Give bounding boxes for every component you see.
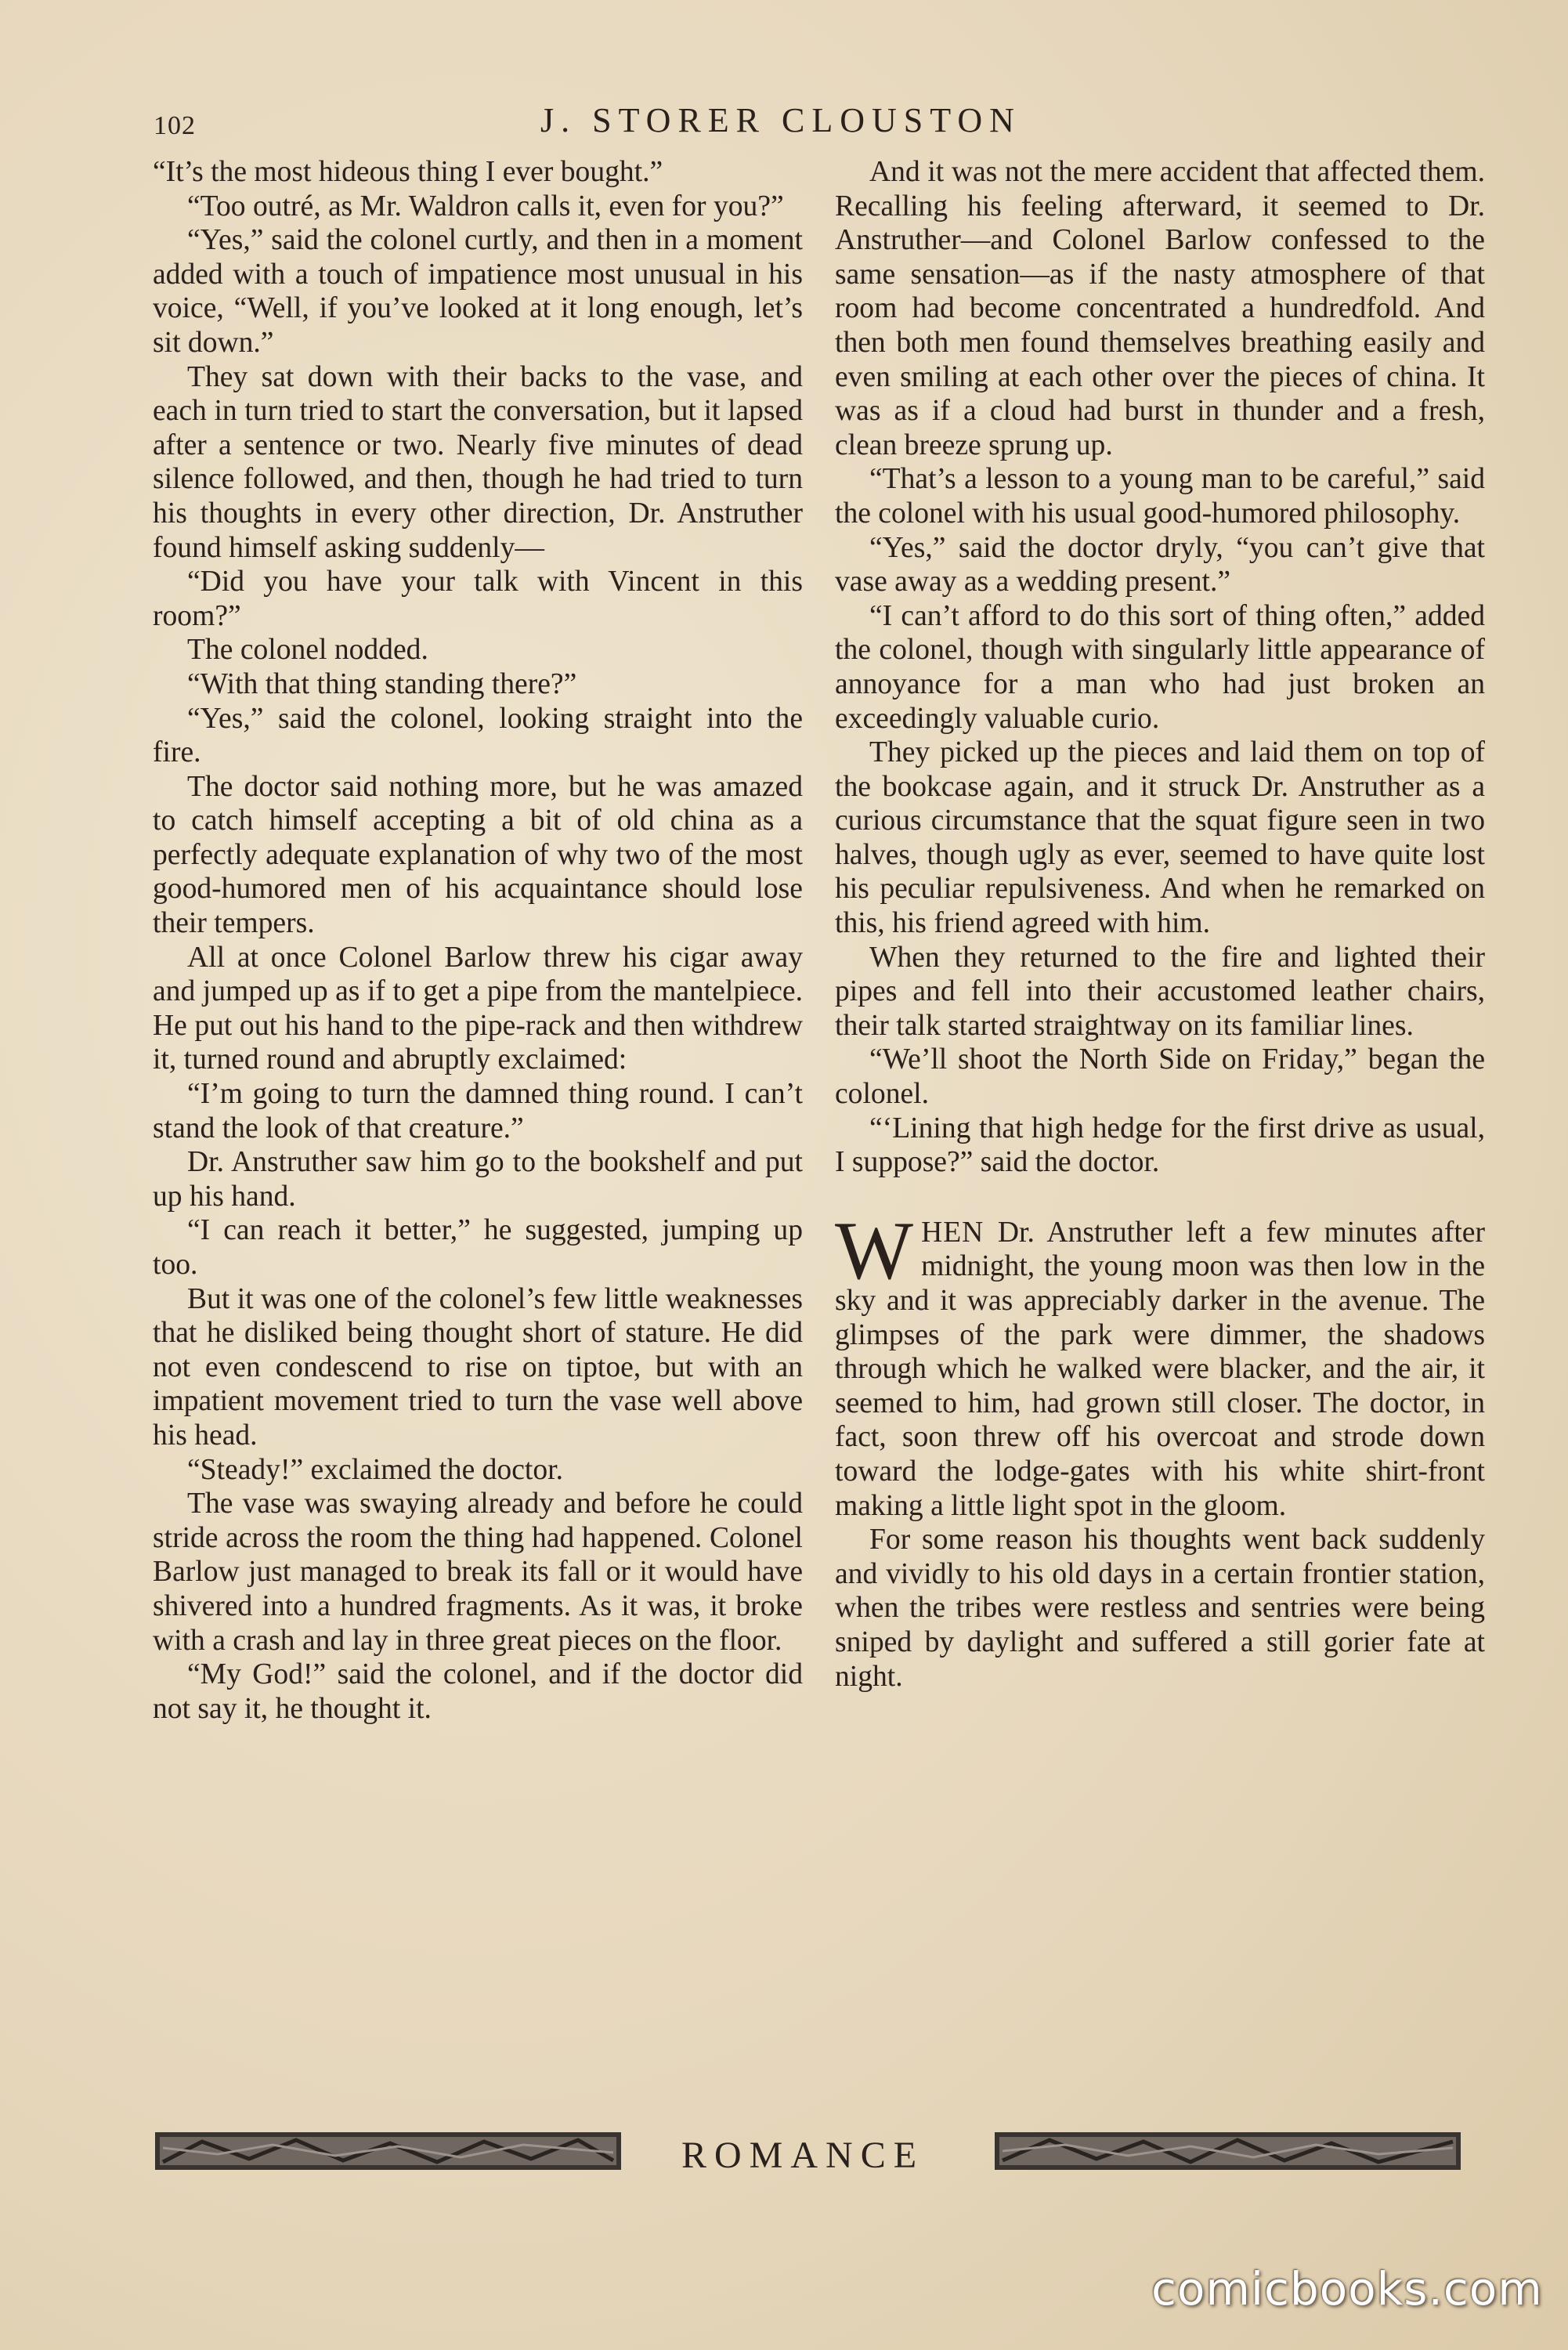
paragraph: “Did you have your talk with Vincent in this room?” bbox=[153, 566, 803, 632]
paragraph: All at once Colonel Barlow threw his cigar away and jumped up as if to get a pipe from the mantelpiece. He put out his hand to the pipe-rack and then withdrew it, turned round and abruptly exclaimed: bbox=[153, 941, 803, 1076]
paragraph: Dr. Anstruther saw him go to the bookshelf and put up his hand. bbox=[153, 1146, 803, 1213]
paragraph: When they returned to the fire and lighted their pipes and fell into their accustomed leather chairs, their talk started straightway on its familiar lines. bbox=[835, 941, 1485, 1042]
left-column bbox=[153, 155, 803, 1726]
paragraph: “‘Lining that high hedge for the first drive as usual, I suppose?” said the doctor. bbox=[835, 1112, 1485, 1179]
footer-ornament-left bbox=[155, 2131, 621, 2171]
paragraph: And it was not the mere accident that affected them. Recalling his feeling afterward, it seemed to Dr. Anstruther—and Colonel Barlow confessed to the same sensation—as if the nasty atmosphere of that room had become concentrated a hundredfold. And then both men found themselves breathing easily and even smiling at each other over the pieces of china. It was as if a cloud had burst in thunder and a fresh, clean breeze sprung up. bbox=[835, 156, 1485, 461]
paragraph: “With that thing standing there?” bbox=[187, 667, 577, 700]
page-footer bbox=[0, 2123, 1568, 2186]
paragraph: “I can reach it better,” he suggested, jumping up too. bbox=[153, 1214, 803, 1281]
page-header bbox=[0, 100, 1568, 147]
paragraph: They sat down with their backs to the vase, and each in turn tried to start the conversation, but it lapsed after a sentence or two. Nearly five minutes of dead silence followed, and then, though he had tried to turn his thoughts in every other direction, Dr. Anstruther found himself asking suddenly— bbox=[153, 360, 803, 564]
paragraph: “That’s a lesson to a young man to be careful,” said the colonel with his usual good-humored philosophy. bbox=[835, 463, 1485, 530]
footer-ornament-right bbox=[995, 2131, 1461, 2171]
paragraph: “I’m going to turn the damned thing round. I can’t stand the look of that creature.” bbox=[153, 1078, 803, 1144]
paragraph: “My God!” said the colonel, and if the doctor did not say it, he thought it. bbox=[153, 1658, 803, 1725]
site-watermark: comicbooks.com bbox=[1151, 2262, 1543, 2316]
magazine-title: ROMANCE bbox=[681, 2135, 925, 2176]
paragraph: “Yes,” said the doctor dryly, “you can’t give that vase away as a wedding present.” bbox=[835, 531, 1485, 598]
section-opening-paragraph bbox=[835, 1204, 1485, 1523]
paragraph: “We’ll shoot the North Side on Friday,” began the colonel. bbox=[835, 1043, 1485, 1111]
paragraph: The doctor said nothing more, but he was amazed to catch himself accepting a bit of old china as a perfectly adequate explanation of why two of the most good-humored men of his acquaintance should lose their tempers. bbox=[153, 770, 803, 940]
opening-text: Dr. Anstruther left a few minutes after midnight, the young moon was then low in the sky and it was appreciably darker in the avenue. The glimpses of the park were dimmer, the shadows through which he walked were blacker, and the air, it seemed to him, had grown still closer. The doctor, in fact, soon threw off his overcoat and strode down toward the lodge-gates with his white shirt-front making a little light spot in the gloom. bbox=[835, 1216, 1485, 1522]
drop-cap: W bbox=[835, 1204, 914, 1296]
paragraph: The vase was swaying already and before he could stride across the room the thing had happened. Colonel Barlow just managed to break its fall or it would have shivered into a hundred fragments. As it was, it broke with a crash and lay in three great pieces on the floor. bbox=[153, 1488, 803, 1657]
paragraph: For some reason his thoughts went back suddenly and vividly to his old days in a certain frontier station, when the tribes were restless and sentries were being sniped by daylight and suffered a still gorier fate at night. bbox=[835, 1524, 1485, 1693]
paragraph: But it was one of the colonel’s few little weaknesses that he disliked being thought short of stature. He did not even condescend to rise on tiptoe, but with an impatient movement tried to turn the vase well above his head. bbox=[153, 1282, 803, 1452]
paragraph: They picked up the pieces and laid them on top of the bookcase again, and it struck Dr. Anstruther as a curious circumstance that the squat figure seen in two halves, though ugly as ever, seemed to have quite lost his peculiar repulsiveness. And when he remarked on this, his friend agreed with him. bbox=[835, 736, 1485, 940]
paragraph: The colonel nodded. bbox=[187, 634, 428, 667]
paragraph: “Yes,” said the colonel curtly, and then in a moment added with a touch of impatience most unusual in his voice, “Well, if you’ve looked at it long enough, let’s sit down.” bbox=[153, 224, 803, 359]
paragraph: “Yes,” said the colonel, looking straight into the fire. bbox=[153, 702, 803, 769]
page-number: 102 bbox=[154, 111, 196, 140]
right-column bbox=[835, 155, 1485, 1694]
running-head-author: J. STORER CLOUSTON bbox=[540, 101, 1021, 139]
paragraph: “Too outré, as Mr. Waldron calls it, even for you?” bbox=[187, 190, 784, 222]
paragraph: “I can’t afford to do this sort of thing often,” added the colonel, though with singularly little appearance of annoyance for a man who had just broken an exceedingly valuable curio. bbox=[835, 599, 1485, 735]
paragraph: “Steady!” exclaimed the doctor. bbox=[187, 1453, 563, 1486]
opening-word: HEN bbox=[921, 1216, 985, 1249]
paragraph: “It’s the most hideous thing I ever bought.” bbox=[153, 156, 663, 188]
